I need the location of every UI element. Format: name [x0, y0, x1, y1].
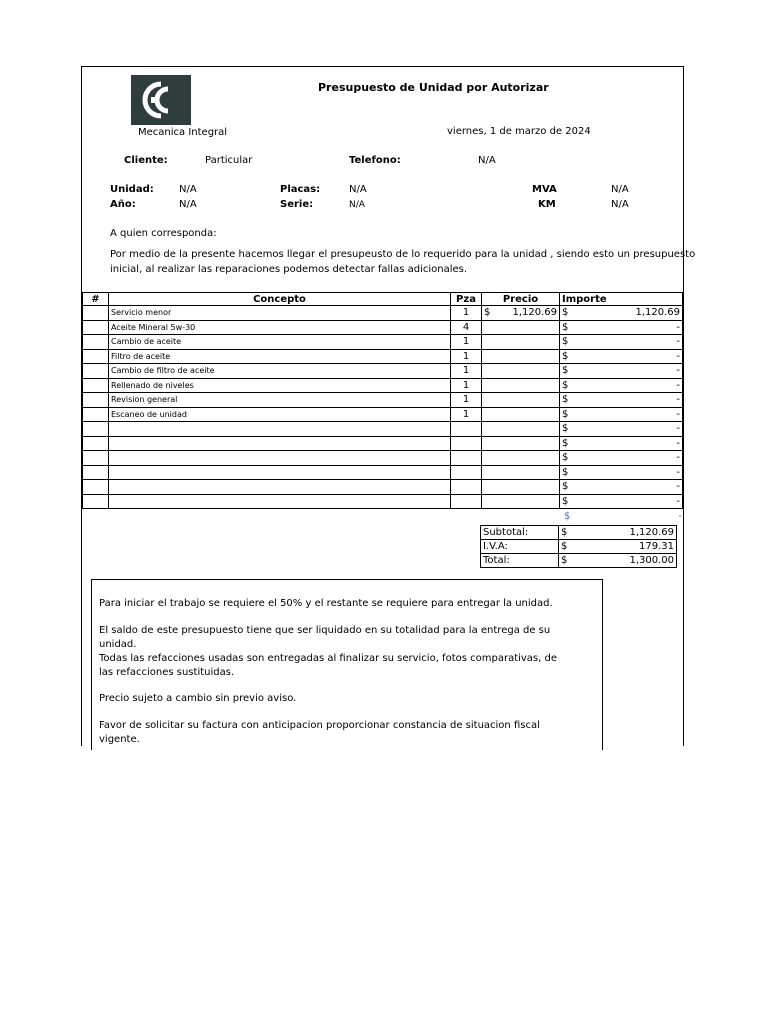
precio-cell — [482, 335, 560, 350]
row-number-cell — [83, 436, 109, 451]
importe-value: - — [676, 394, 680, 406]
row-number-cell — [83, 320, 109, 335]
precio-cell — [482, 393, 560, 408]
row-number-cell — [83, 349, 109, 364]
precio-cell — [482, 407, 560, 422]
pza-cell: 1 — [451, 364, 482, 379]
importe-cell — [560, 349, 683, 364]
telefono-label: Telefono: — [349, 155, 401, 166]
pza-cell: 1 — [451, 335, 482, 350]
currency-sign: $ — [562, 481, 569, 493]
pza-cell: 1 — [451, 407, 482, 422]
row-number-cell — [83, 335, 109, 350]
currency-sign: $ — [564, 511, 571, 522]
serie-value: N/A — [349, 200, 365, 210]
currency-sign: $ — [562, 495, 569, 507]
cliente-value: Particular — [205, 155, 253, 166]
header-concepto: Concepto — [109, 293, 451, 306]
concepto-cell: Rellenado de niveles — [109, 378, 451, 393]
currency-sign: $ — [562, 394, 569, 406]
importe-value: - — [676, 321, 680, 333]
currency-sign: $ — [562, 307, 569, 319]
subtotal-label: Subtotal: — [481, 526, 559, 540]
mva-label: MVA — [532, 184, 557, 195]
precio-cell — [482, 378, 560, 393]
subtotal-row — [481, 526, 677, 540]
importe-cell — [560, 320, 683, 335]
row-number-cell — [83, 494, 109, 509]
currency-sign: $ — [562, 336, 569, 348]
table-row — [83, 451, 683, 466]
importe-value: - — [676, 495, 680, 507]
importe-value: - — [676, 452, 680, 464]
greeting: A quien corresponda: — [110, 228, 217, 239]
importe-cell — [560, 393, 683, 408]
precio-cell — [482, 480, 560, 495]
concepto-cell — [109, 451, 451, 466]
pza-cell — [451, 465, 482, 480]
quote-document — [81, 66, 696, 746]
document-title: Presupuesto de Unidad por Autorizar — [318, 81, 549, 94]
header-precio: Precio — [482, 293, 560, 306]
company-name: Mecanica Integral — [138, 127, 228, 138]
table-row — [83, 436, 683, 451]
iva-row — [481, 540, 677, 554]
intro-line-2: inicial, al realizar las reparaciones podemos detectar fallas adicionales. — [110, 264, 468, 275]
currency-sign: $ — [562, 321, 569, 333]
importe-cell — [560, 494, 683, 509]
table-row — [83, 364, 683, 379]
row-number-cell — [83, 407, 109, 422]
row-number-cell — [83, 393, 109, 408]
pza-cell: 1 — [451, 378, 482, 393]
total-label: Total: — [481, 554, 559, 568]
precio-cell — [482, 422, 560, 437]
company-logo — [131, 75, 191, 125]
importe-value: - — [676, 466, 680, 478]
table-row — [83, 306, 683, 321]
cliente-label: Cliente: — [124, 155, 168, 166]
unidad-value: N/A — [179, 184, 197, 195]
table-row — [83, 465, 683, 480]
precio-cell — [482, 451, 560, 466]
currency-sign: $ — [562, 350, 569, 362]
currency-sign: $ — [561, 541, 568, 552]
concepto-cell — [109, 494, 451, 509]
concepto-cell: Cambio de filtro de aceite — [109, 364, 451, 379]
table-row — [83, 335, 683, 350]
importe-cell — [560, 364, 683, 379]
currency-sign: $ — [562, 423, 569, 435]
anio-value: N/A — [179, 199, 197, 210]
logo-cc-icon — [131, 75, 191, 125]
importe-cell — [560, 436, 683, 451]
concepto-cell: Filtro de aceite — [109, 349, 451, 364]
currency-sign: $ — [562, 466, 569, 478]
items-table — [82, 292, 683, 509]
placas-label: Placas: — [280, 184, 321, 195]
table-row — [83, 422, 683, 437]
note-item: Todas las refacciones usadas son entregadas al finalizar su servicio, fotos comparativas, de las refacciones sustituidas. — [99, 653, 558, 678]
importe-cell — [560, 306, 683, 321]
note-item: Favor de solicitar su factura con anticipacion proporcionar constancia de situacion fiscal vigente. — [99, 720, 540, 745]
extra-importe-row — [562, 511, 684, 522]
row-number-cell — [83, 422, 109, 437]
currency-sign: $ — [561, 527, 568, 538]
terms-box — [91, 579, 603, 750]
importe-cell — [560, 465, 683, 480]
note-item: Para iniciar el trabajo se requiere el 50% y el restante se requiere para entregar la unidad. — [99, 598, 553, 609]
currency-sign: $ — [562, 437, 569, 449]
row-number-cell — [83, 306, 109, 321]
precio-cell — [482, 320, 560, 335]
precio-cell — [482, 349, 560, 364]
importe-value: - — [676, 336, 680, 348]
anio-label: Año: — [110, 199, 136, 210]
header-pza: Pza — [451, 293, 482, 306]
header-number: # — [83, 293, 109, 306]
pza-cell: 1 — [451, 393, 482, 408]
km-label: KM — [538, 199, 556, 210]
importe-cell — [560, 407, 683, 422]
row-number-cell — [83, 465, 109, 480]
currency-sign: $ — [562, 379, 569, 391]
pza-cell: 1 — [451, 306, 482, 321]
pza-cell — [451, 451, 482, 466]
table-row — [83, 407, 683, 422]
intro-line-1: Por medio de la presente hacemos llegar el presupeusto de lo requerido para la unidad , siendo esto un presupuesto — [110, 249, 696, 260]
row-number-cell — [83, 378, 109, 393]
table-row — [83, 480, 683, 495]
pza-cell: 4 — [451, 320, 482, 335]
document-date: viernes, 1 de marzo de 2024 — [447, 126, 591, 137]
row-number-cell — [83, 364, 109, 379]
importe-value: - — [676, 408, 680, 420]
mva-value: N/A — [611, 184, 629, 195]
precio-value: 1,120.69 — [512, 307, 557, 319]
extra-importe-value: - — [678, 511, 682, 522]
iva-value: 179.31 — [639, 541, 674, 552]
header-importe: Importe — [560, 293, 683, 306]
total-row — [481, 554, 677, 568]
row-number-cell — [83, 451, 109, 466]
importe-cell — [560, 480, 683, 495]
importe-cell — [560, 335, 683, 350]
concepto-cell: Aceite Mineral 5w-30 — [109, 320, 451, 335]
total-value: 1,300.00 — [629, 555, 674, 566]
pza-cell: 1 — [451, 349, 482, 364]
importe-value: - — [676, 379, 680, 391]
currency-sign: $ — [484, 307, 491, 319]
concepto-cell — [109, 480, 451, 495]
subtotal-value: 1,120.69 — [629, 527, 674, 538]
importe-cell — [560, 451, 683, 466]
importe-cell — [560, 378, 683, 393]
concepto-cell: Revision general — [109, 393, 451, 408]
concepto-cell: Cambio de aceite — [109, 335, 451, 350]
serie-label: Serie: — [280, 199, 314, 210]
importe-value: - — [676, 437, 680, 449]
currency-sign: $ — [562, 408, 569, 420]
note-item: Precio sujeto a cambio sin previo aviso. — [99, 693, 297, 704]
table-row — [83, 349, 683, 364]
currency-sign: $ — [561, 555, 568, 566]
precio-cell — [482, 364, 560, 379]
concepto-cell — [109, 436, 451, 451]
pza-cell — [451, 480, 482, 495]
pza-cell — [451, 422, 482, 437]
row-number-cell — [83, 480, 109, 495]
concepto-cell — [109, 465, 451, 480]
placas-value: N/A — [349, 184, 367, 195]
precio-cell — [482, 465, 560, 480]
pza-cell — [451, 436, 482, 451]
table-row — [83, 320, 683, 335]
table-row — [83, 494, 683, 509]
concepto-cell — [109, 422, 451, 437]
precio-cell — [482, 306, 560, 321]
table-header-row — [83, 293, 683, 306]
table-row — [83, 378, 683, 393]
currency-sign: $ — [562, 452, 569, 464]
importe-value: - — [676, 350, 680, 362]
precio-cell — [482, 436, 560, 451]
km-value: N/A — [611, 199, 629, 210]
importe-value: 1,120.69 — [635, 307, 680, 319]
importe-value: - — [676, 481, 680, 493]
importe-value: - — [676, 365, 680, 377]
totals-table — [480, 525, 677, 568]
pza-cell — [451, 494, 482, 509]
importe-value: - — [676, 423, 680, 435]
importe-cell — [560, 422, 683, 437]
concepto-cell: Servicio menor — [109, 306, 451, 321]
precio-cell — [482, 494, 560, 509]
note-item: El saldo de este presupuesto tiene que ser liquidado en su totalidad para la entrega de su unidad. — [99, 625, 551, 650]
iva-label: I.V.A: — [481, 540, 559, 554]
unidad-label: Unidad: — [110, 184, 154, 195]
telefono-value: N/A — [478, 155, 496, 166]
concepto-cell: Escaneo de unidad — [109, 407, 451, 422]
currency-sign: $ — [562, 365, 569, 377]
table-row — [83, 393, 683, 408]
